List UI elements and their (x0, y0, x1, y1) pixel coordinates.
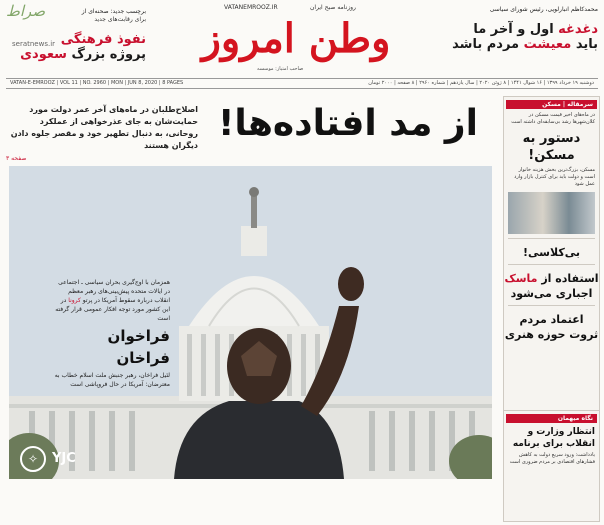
teaser-eyebrow-2: برای رقابت‌های جدید (94, 16, 146, 23)
right-column-headline[interactable]: دستور به مسکن! (522, 131, 581, 163)
right-column-sub2-post: اجباری می‌شود (510, 287, 593, 300)
teaser-right-line2-pre: باید (571, 37, 598, 52)
main-dek: اصلاح‌طلبان در ماه‌های آخر عمر دولت مورد حمایت‌شان به جای عذرخواهی از عملکرد روحانی، به دنبال تطهیر خود و مقصر جلوه دادن دیگران هستند (10, 105, 198, 150)
right-column-sub3[interactable]: اعتماد مردم ثروت حوزه هنری (504, 313, 599, 341)
caption-headline: فراخوان فراخان (107, 327, 170, 367)
photo-credit-agency: YJC (52, 451, 76, 466)
date-bar (6, 78, 598, 89)
right-column-sub2-red: ماسک (504, 272, 538, 285)
divider (508, 305, 595, 306)
divider (508, 238, 595, 239)
teaser-right-line1 (448, 22, 598, 37)
right-column (503, 96, 600, 414)
newspaper-logo: وطن امروز (201, 15, 391, 62)
photo-credit (20, 446, 110, 472)
caption-intro-pre: همزمان با اوج‌گیری بحران سیاسی ـ اجتماعی در ایالات متحده پیش‌بینی‌های رهبر معظم انقلاب درباره سقوط آمریکا در پرتو (58, 279, 170, 304)
date-bar-persian: دوشنبه ۱۹ خرداد ۱۳۹۹ | ۱۶ شوال ۱۴۴۱ | ۸ ژوئن ۲۰۲۰ | سال یازدهم | شماره ۲۹۶۰ | ۸ صفحه | ۲۰۰۰ تومان (368, 80, 594, 86)
masthead (152, 4, 440, 74)
teaser-headline-red: نفوذ فرهنگی (60, 32, 146, 47)
teaser-right-eyebrow: محمدکاظم انبارلویی، رئیس شورای سیاسی (489, 6, 598, 13)
right-column-sub2[interactable] (504, 271, 599, 301)
right-column-intro: در ماه‌های اخیر قیمت مسکن در کلان‌شهرها رشد بی‌سابقه‌ای داشته است (511, 112, 595, 125)
teaser-right-line2-red: معیشت (523, 37, 572, 52)
yjc-logo-icon: ✧ (20, 446, 46, 472)
date-bar-latin: VATAN-E-EMROOZ | VOL 11 | NO. 2960 | MON | JUN 8, 2020 | 8 PAGES (10, 80, 184, 86)
right-column-tag: سرمقاله | مسکن (506, 100, 597, 109)
masthead-license: صاحب امتیاز: موسسه (257, 66, 304, 72)
right-column-sub1[interactable]: بی‌کلاسی! (523, 246, 580, 259)
teaser-headline-2-red: سعودی (20, 47, 67, 62)
bottom-right-tag: نگاه میهمان (506, 414, 597, 423)
teaser-eyebrow: برچسب جدید: صحنه‌ای از (81, 8, 146, 15)
right-column-body: مسکن، بزرگ‌ترین بخش هزینه خانوار است و دولت باید برای کنترل بازار وارد عمل شود (514, 167, 595, 187)
teaser-headline-2 (6, 47, 146, 62)
caption-body: لئیل فراخان، رهبر جنبش ملت اسلام خطاب به معترضان: آمریکا در حال فروپاشی است (54, 372, 170, 388)
bottom-right-box (503, 410, 600, 522)
teaser-right-line2 (448, 37, 598, 52)
divider (508, 264, 595, 265)
masthead-site: VATANEMROOZ.IR (224, 4, 278, 11)
top-left-teaser[interactable] (6, 6, 146, 76)
caption-intro-post: در این کشور مورد توجه افکار عمومی قرار گرفته است (55, 297, 170, 322)
caption-intro-red: کرونا (68, 297, 81, 304)
housing-photo (508, 192, 595, 234)
watermark-brand: صراط (6, 2, 46, 20)
teaser-right-line1-red: دغدغه (558, 22, 598, 37)
page-reference[interactable]: صفحه ۳ (6, 155, 27, 162)
bottom-right-body: یادداشت: ورود سریع دولت به کاهش فشارهای اقتصادی بر مردم ضروری است (509, 452, 595, 465)
top-right-teaser[interactable] (448, 6, 598, 76)
watermark-url: seratnews.ir (12, 40, 56, 48)
teaser-right-line1-rest: اول و آخر ما (473, 22, 559, 37)
bottom-right-headline[interactable]: انتظار وزارت و انقلاب برای برنامه (512, 427, 595, 449)
photo-caption[interactable] (52, 278, 170, 389)
teaser-right-line2-rest: مردم باشد (452, 37, 524, 52)
teaser-headline (6, 32, 146, 47)
right-column-sub2-pre: استفاده از (537, 272, 599, 285)
masthead-subtitle: روزنامه صبح ایران (310, 4, 356, 11)
caption-intro (52, 278, 170, 323)
teaser-headline-2-pre: پروژه بزرگ (66, 47, 146, 62)
main-headline[interactable]: از مد افتاده‌ها! (218, 103, 478, 144)
